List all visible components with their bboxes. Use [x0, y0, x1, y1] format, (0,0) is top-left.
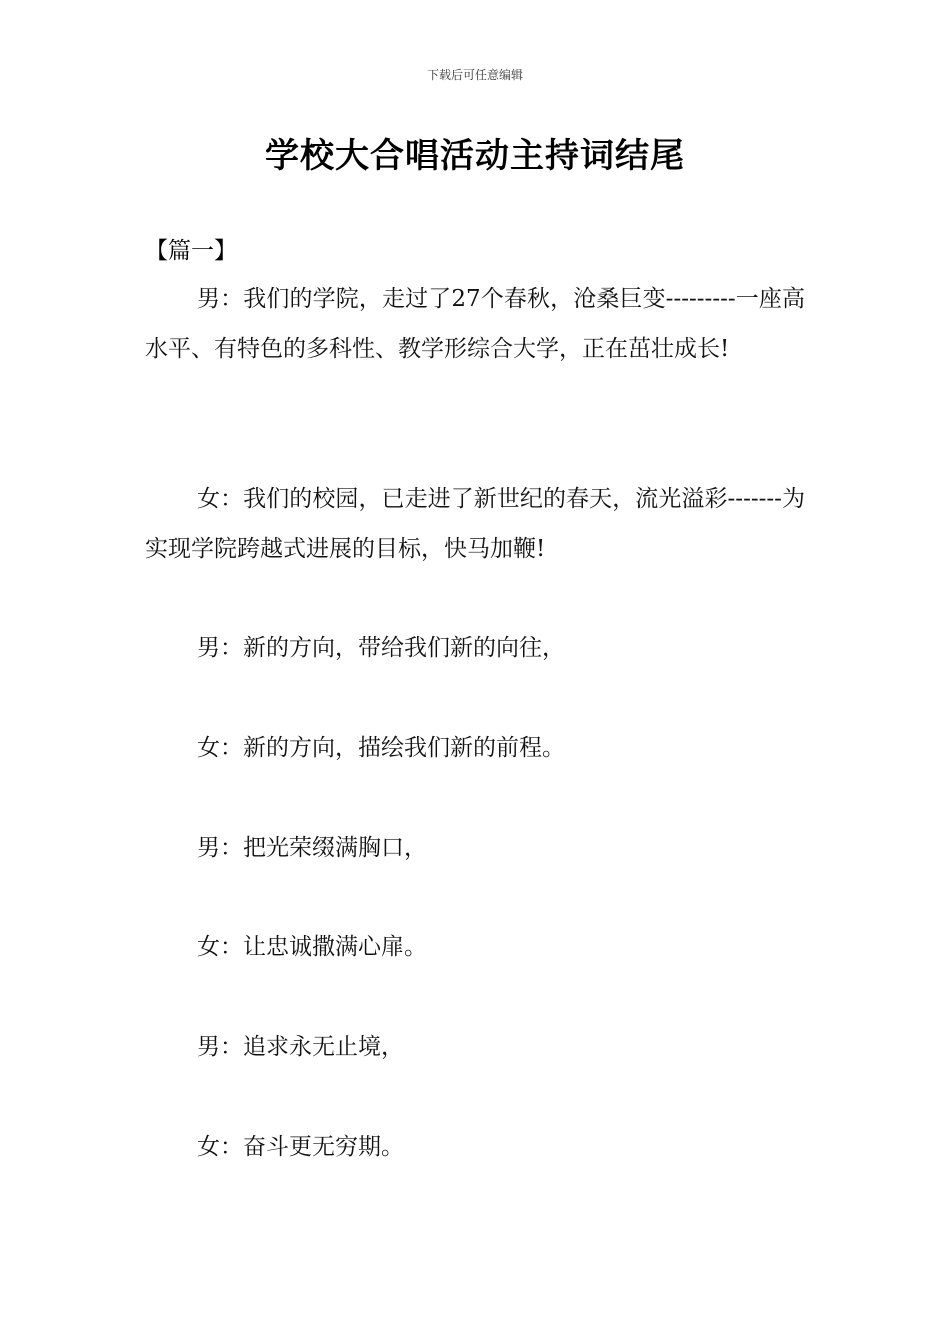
section-label: 【篇一】 — [145, 238, 237, 264]
dialogue-line: 女：让忠诚撒满心扉。 — [197, 934, 427, 960]
page-header-note: 下载后可任意编辑 — [426, 68, 523, 82]
dialogue-line: 男：把光荣缀满胸口， — [197, 835, 427, 861]
document-title: 学校大合唱活动主持词结尾 — [265, 136, 685, 176]
paragraph-male-intro: 男：我们的学院，走过了27个春秋，沧桑巨变---------一座高水平、有特色的多科性、教学形综合大学，正在茁壮成长! — [145, 286, 805, 362]
dialogue-line: 男：新的方向，带给我们新的向往， — [197, 635, 565, 661]
dialogue-line: 女：新的方向，描绘我们新的前程。 — [197, 735, 565, 761]
paragraph-female-intro: 女：我们的校园，已走进了新世纪的春天，流光溢彩-------为实现学院跨越式进展的目标，快马加鞭! — [145, 486, 805, 562]
dialogue-line: 男：追求永无止境， — [197, 1034, 404, 1060]
dialogue-line: 女：奋斗更无穷期。 — [197, 1134, 404, 1160]
